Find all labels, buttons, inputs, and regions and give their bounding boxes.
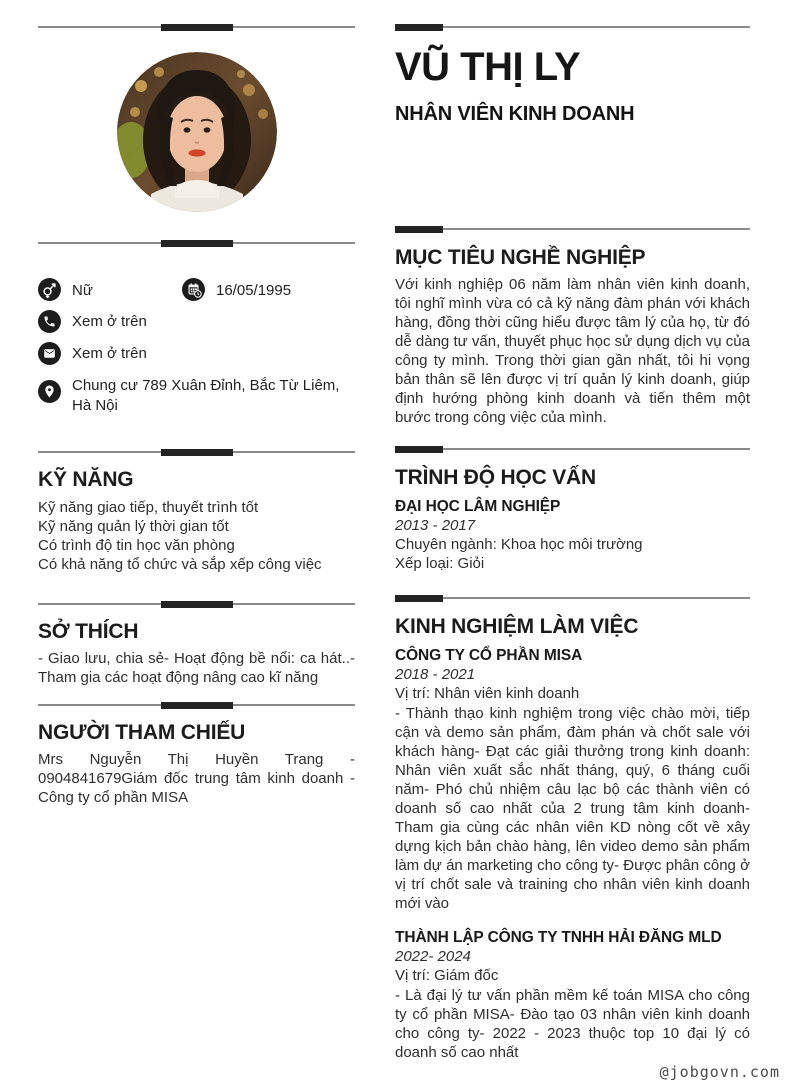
calendar-clock-icon	[182, 278, 205, 301]
phone-icon	[38, 310, 61, 333]
skill-item: Có trình độ tin học văn phòng	[38, 537, 235, 555]
job-position: Vị trí: Giám đốc	[395, 967, 499, 985]
candidate-job-title: NHÂN VIÊN KINH DOANH	[395, 103, 635, 125]
info-row-phone	[38, 310, 355, 333]
gender-field	[38, 278, 182, 301]
info-row-address	[38, 374, 355, 415]
job-description: - Thành thạo kinh nghiệm trong việc chào mời, tiếp cận và demo sản phẩm, đàm phán và chốt sale với khách hàng- Đạt các giải thưởng trong kinh doanh: Nhân viên xuất sắc nhất tháng, quý, 6 tháng cuối năm- Phó chủ nhiệm câu lạc bộ các thành viên có doanh số cao nhất của 2 trung tâm kinh doanh- Tham gia cùng các nhân viên KD nòng cốt về xây dựng kịch bản chào hàng, lên video demo sản phẩm làm dự án marketing cho công ty- Được phân công ở vị trí chốt sale và training cho nhân viên kinh doanh mới vào	[395, 704, 750, 913]
dob-value: 16/05/1995	[216, 281, 292, 299]
experience-section-title: KINH NGHIỆM LÀM VIỆC	[395, 614, 639, 638]
right-column	[395, 0, 750, 1062]
education-years: 2013 - 2017	[395, 517, 476, 535]
section-divider	[38, 449, 355, 456]
section-divider	[395, 446, 750, 453]
info-row-gender-dob	[38, 278, 355, 301]
education-grade: Xếp loại: Giỏi	[395, 555, 485, 573]
references-text: Mrs Nguyễn Thị Huyền Trang - 0904841679Giám đốc trung tâm kinh doanh - Công ty cổ phần MISA	[38, 751, 355, 807]
candidate-name: VŨ THỊ LY	[395, 45, 581, 89]
dob-field	[182, 278, 291, 301]
divider-line	[395, 448, 750, 450]
gender-value: Nữ	[72, 281, 93, 299]
profile-photo-image	[117, 52, 277, 212]
divider-accent	[161, 24, 233, 31]
job-years: 2022- 2024	[395, 948, 471, 966]
objective-text: Với kinh nghiệp 06 năm làm nhân viên kinh doanh, tôi nghĩ mình vừa có cả kỹ năng đàm phán với khách hàng, đồng thời cũng hiểu được tâm lý của họ, từ đó dễ dàng tư vấn, thuyết phục học sử dụng dịch vụ của công ty mình. Trong thời gian gần nhất, tôi hi vọng bản thân sẽ lên được vị trí quản lý kinh doanh, giúp định hướng phòng kinh doanh và tiến thêm một bước trong công việc của mình.	[395, 276, 750, 427]
job-company: THÀNH LẬP CÔNG TY TNHH HẢI ĐĂNG MLD	[395, 929, 722, 947]
divider-line	[395, 26, 750, 28]
section-divider	[395, 595, 750, 602]
section-divider	[395, 24, 750, 31]
section-divider	[395, 226, 750, 233]
left-column	[38, 0, 355, 1062]
job-company: CÔNG TY CỔ PHẦN MISA	[395, 646, 583, 664]
skill-item: Kỹ năng giao tiếp, thuyết trình tốt	[38, 499, 259, 516]
email-icon	[38, 342, 61, 365]
job-years: 2018 - 2021	[395, 665, 476, 683]
divider-accent	[161, 240, 233, 247]
divider-accent	[161, 601, 233, 608]
hobbies-section-title: SỞ THÍCH	[38, 620, 139, 644]
job-entry	[395, 647, 750, 914]
references-section-title: NGƯỜI THAM CHIẾU	[38, 721, 246, 745]
address-value: Chung cư 789 Xuân Đỉnh, Bắc Từ Liêm, Hà Nội	[72, 377, 340, 414]
email-value: Xem ở trên	[72, 345, 147, 362]
section-divider	[38, 601, 355, 608]
divider-accent	[161, 702, 233, 709]
education-school: ĐẠI HỌC LÂM NGHIỆP	[395, 498, 561, 516]
section-divider	[38, 240, 355, 247]
job-position: Vị trí: Nhân viên kinh doanh	[395, 684, 580, 702]
phone-value: Xem ở trên	[72, 313, 147, 330]
divider-line	[395, 597, 750, 599]
profile-photo	[117, 52, 277, 212]
gender-icon	[38, 278, 61, 301]
divider-accent	[395, 595, 443, 602]
section-divider	[38, 24, 355, 31]
education-major: Chuyên ngành: Khoa học môi trường	[395, 536, 643, 554]
skills-section-title: KỸ NĂNG	[38, 468, 134, 491]
personal-info	[38, 278, 355, 415]
divider-accent	[395, 24, 443, 31]
watermark: @jobgovn.com	[659, 1063, 780, 1081]
skills-list	[38, 498, 355, 574]
education-section-title: TRÌNH ĐỘ HỌC VẤN	[395, 466, 596, 490]
skill-item: Kỹ năng quản lý thời gian tốt	[38, 518, 229, 536]
skill-item: Có khả năng tổ chức và sắp xếp công việc	[38, 556, 322, 574]
info-row-email	[38, 342, 355, 365]
objective-section-title: MỤC TIÊU NGHỀ NGHIỆP	[395, 246, 646, 269]
hobbies-text: - Giao lưu, chia sẻ- Hoạt động bề nổi: ca hát..- Tham gia các hoạt động nâng cao kĩ năng	[38, 650, 355, 687]
section-divider	[38, 702, 355, 709]
job-entry	[395, 929, 750, 1062]
divider-line	[395, 228, 750, 230]
job-description: - Là đại lý tư vấn phần mềm kế toán MISA cho công ty cổ phần MISA- Đào tạo 03 nhân viên kinh doanh cho công ty- 2022 - 2023 thuộc top 10 đại lý có doanh số cao nhất	[395, 987, 750, 1062]
divider-accent	[161, 449, 233, 456]
location-pin-icon	[38, 380, 61, 403]
divider-accent	[395, 226, 443, 233]
divider-accent	[395, 446, 443, 453]
